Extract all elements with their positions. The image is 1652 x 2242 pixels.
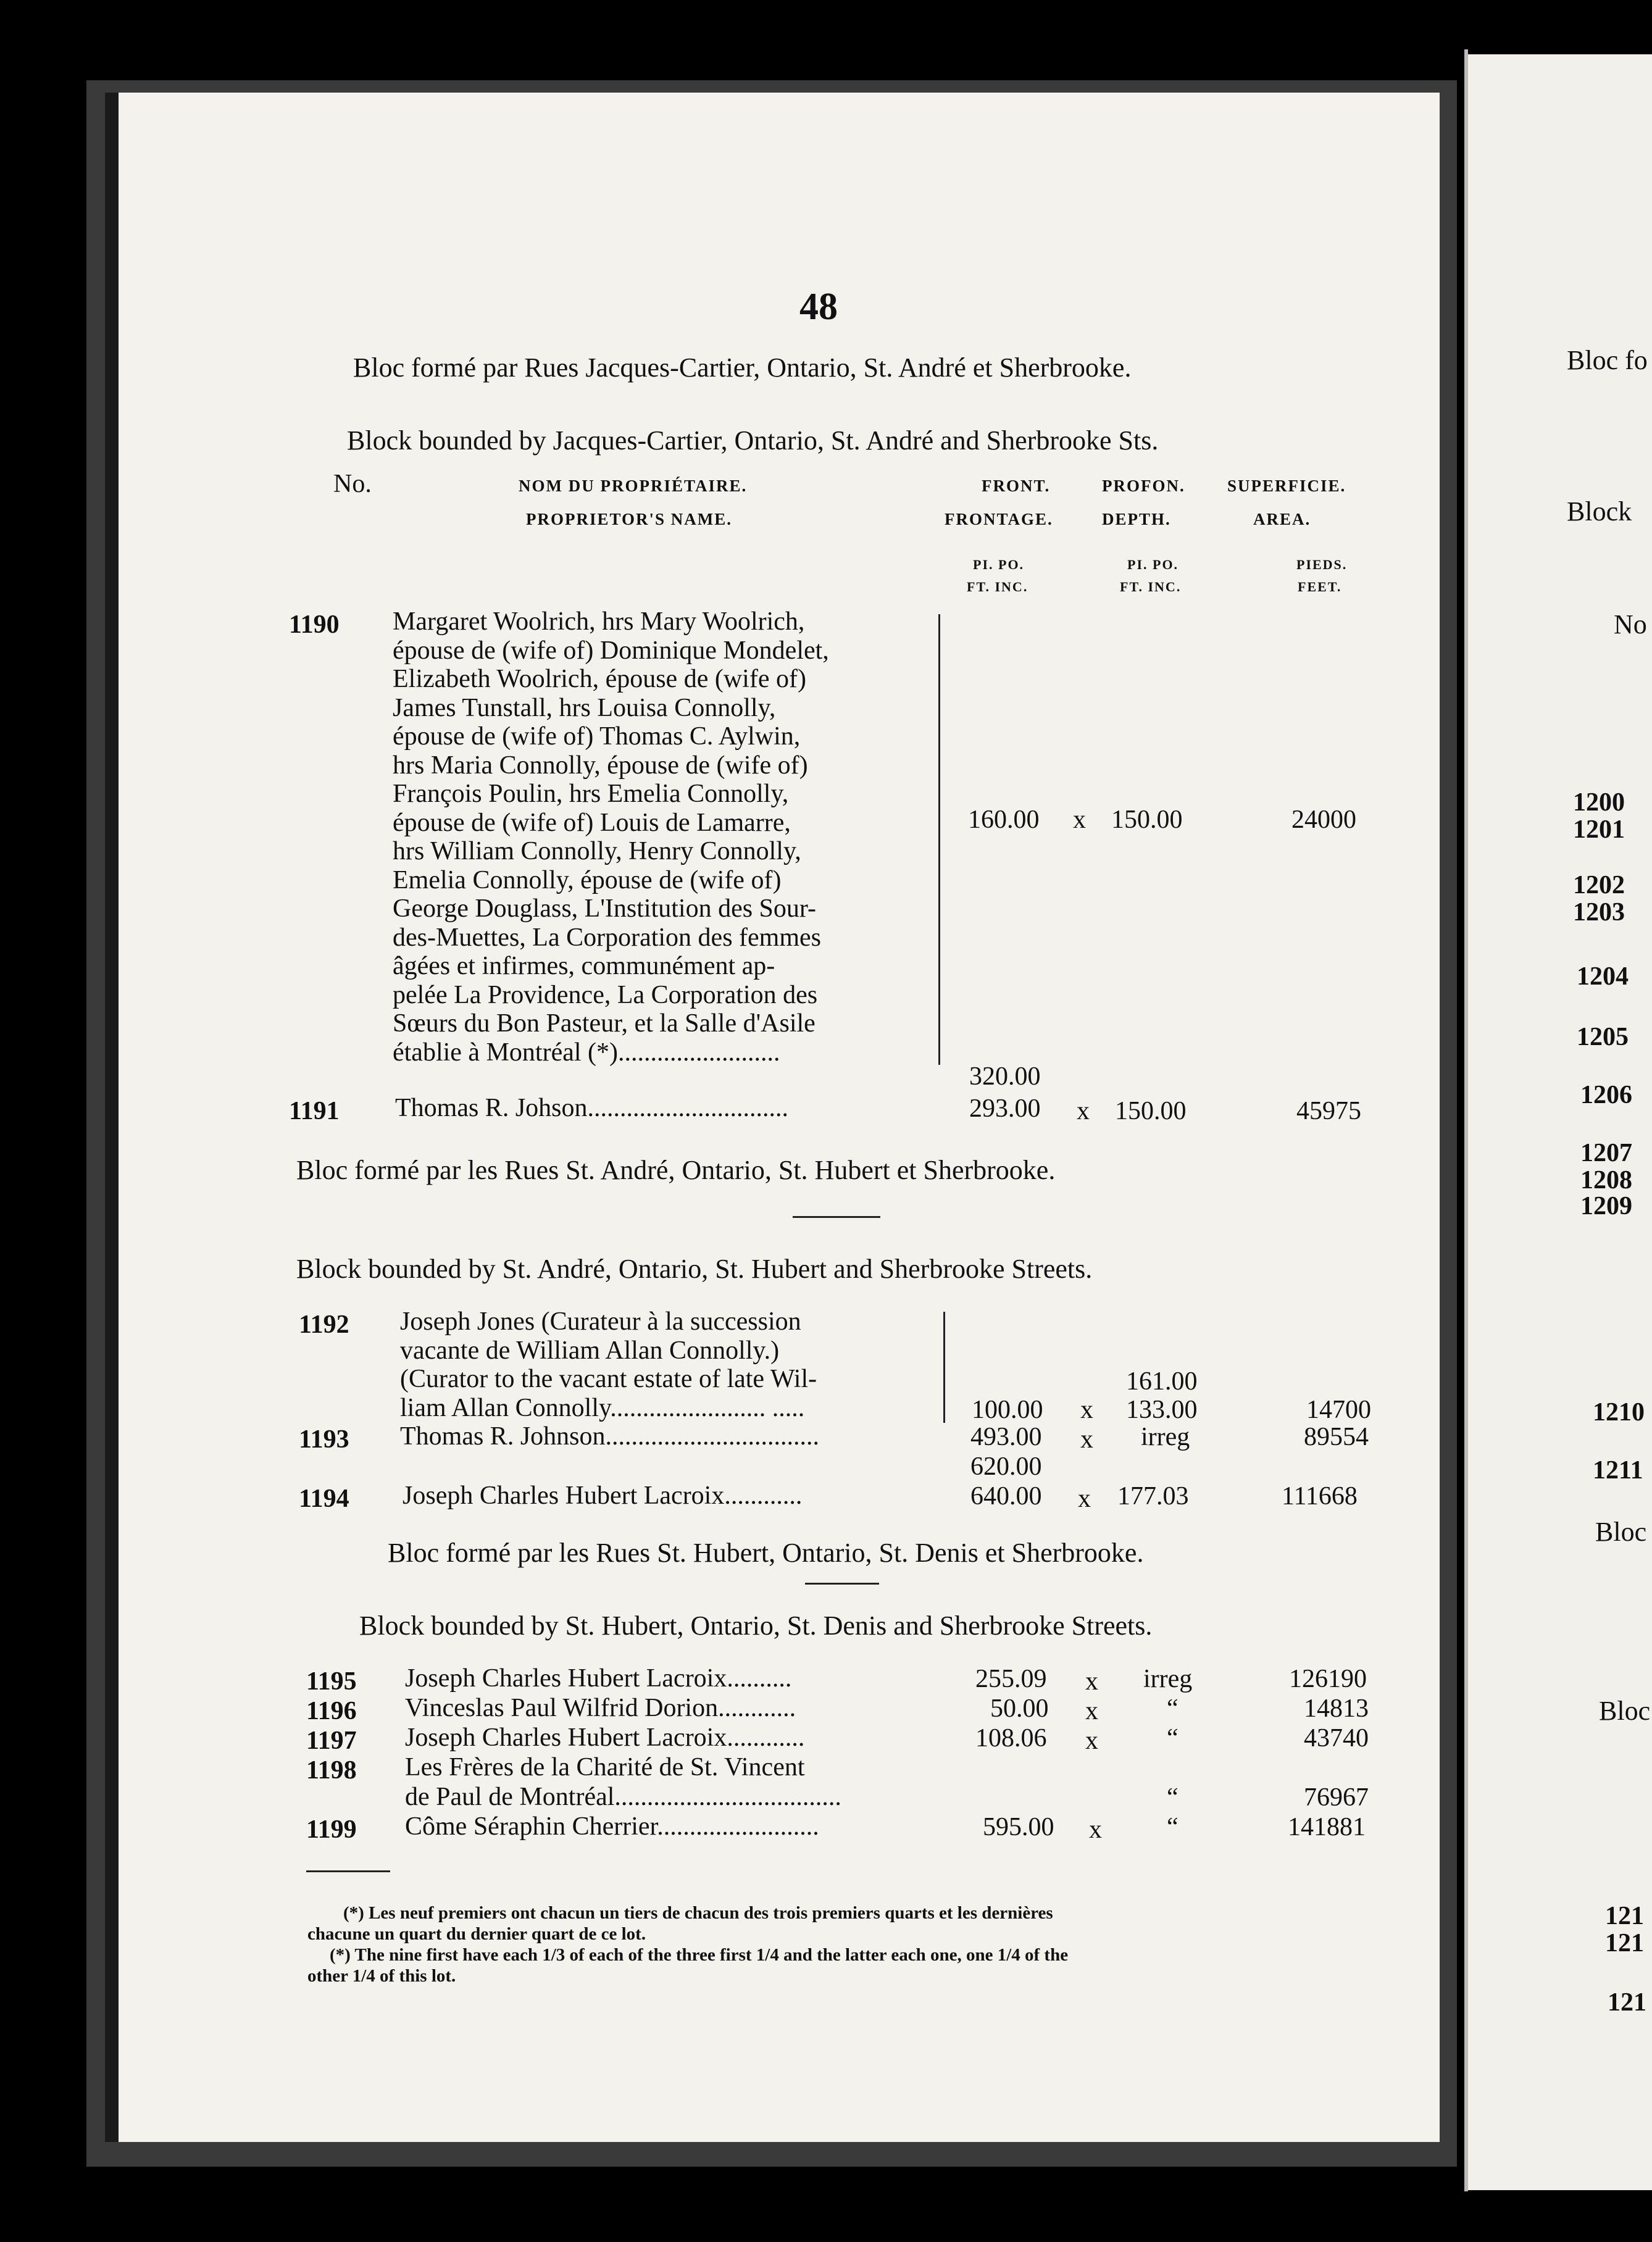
lot-number: 1206 bbox=[1580, 1081, 1632, 1109]
owner-line: liam Allan Connolly........................ ..... bbox=[400, 1393, 805, 1422]
owner-line: Sœurs du Bon Pasteur, et la Salle d'Asile bbox=[393, 1009, 816, 1038]
frontage-value: 640.00 bbox=[970, 1482, 1042, 1511]
owner-line: James Tunstall, hrs Louisa Connolly, bbox=[393, 693, 776, 722]
depth-value: 133.00 bbox=[1126, 1396, 1198, 1424]
block3-heading-en: Block bounded by St. Hubert, Ontario, St. Denis and Sherbrooke Streets. bbox=[359, 1611, 1153, 1641]
frontage-value: 100.00 bbox=[972, 1396, 1043, 1424]
ditto-mark: “ bbox=[1167, 1724, 1179, 1752]
area-value: 76967 bbox=[1304, 1783, 1369, 1812]
owner-line: Joseph Jones (Curateur à la succession bbox=[400, 1307, 801, 1336]
lot-1190-owners bbox=[393, 607, 829, 1067]
lot-number: 1192 bbox=[299, 1311, 349, 1339]
owner-name: Joseph Charles Hubert Lacroix............ bbox=[403, 1481, 803, 1510]
lot-number: 121 bbox=[1605, 1929, 1644, 1957]
times-sign: x bbox=[1085, 1667, 1098, 1696]
owner-line: Emelia Connolly, épouse de (wife of) bbox=[393, 865, 782, 894]
right-page-heading: Bloc bbox=[1595, 1517, 1647, 1547]
depth-value: 150.00 bbox=[1111, 806, 1183, 834]
frontage-value: 320.00 bbox=[969, 1062, 1041, 1091]
depth-value: 177.03 bbox=[1117, 1482, 1189, 1511]
area-value: 111668 bbox=[1282, 1482, 1358, 1511]
unit-depth-fr: PI. PO. bbox=[1127, 557, 1179, 572]
unit-depth-en: FT. INC. bbox=[1120, 579, 1182, 594]
col-area-fr: SUPERFICIE. bbox=[1227, 477, 1346, 495]
frontage-value: 493.00 bbox=[970, 1423, 1042, 1451]
lot-number: 1204 bbox=[1577, 962, 1629, 991]
owner-line: des-Muettes, La Corporation des femmes bbox=[393, 923, 821, 952]
col-name-en: PROPRIETOR'S NAME. bbox=[526, 510, 733, 528]
owner-line: épouse de (wife of) Louis de Lamarre, bbox=[393, 808, 791, 837]
depth-value: 161.00 bbox=[1126, 1367, 1198, 1396]
lot-number: 1201 bbox=[1573, 815, 1625, 844]
owner-line: épouse de (wife of) Thomas C. Aylwin, bbox=[393, 722, 801, 751]
frontage-value: 255.09 bbox=[975, 1665, 1047, 1693]
owner-name: Joseph Charles Hubert Lacroix............ bbox=[405, 1723, 805, 1752]
owner-name: de Paul de Montréal................................... bbox=[405, 1783, 841, 1811]
times-sign: x bbox=[1078, 1485, 1091, 1513]
lot-number: 1197 bbox=[306, 1727, 357, 1755]
times-sign: x bbox=[1089, 1815, 1102, 1844]
col-area-en: AREA. bbox=[1253, 510, 1311, 528]
lot-number: 1194 bbox=[299, 1485, 349, 1513]
owner-line: George Douglass, L'Institution des Sour- bbox=[393, 894, 817, 923]
times-sign: x bbox=[1077, 1097, 1090, 1125]
page-number: 48 bbox=[799, 286, 838, 328]
owner-line: vacante de William Allan Connolly.) bbox=[400, 1336, 780, 1365]
lot-number: 1190 bbox=[289, 611, 340, 639]
col-depth-fr: PROFON. bbox=[1102, 477, 1185, 495]
separator-rule bbox=[805, 1583, 879, 1585]
right-page-heading: Bloc bbox=[1599, 1696, 1651, 1726]
times-sign: x bbox=[1080, 1396, 1093, 1424]
ditto-mark: “ bbox=[1167, 1694, 1179, 1723]
owner-name: Les Frères de la Charité de St. Vincent bbox=[405, 1753, 805, 1782]
frontage-value: 595.00 bbox=[983, 1813, 1054, 1841]
adjacent-page bbox=[1468, 54, 1652, 2190]
grouping-brace bbox=[937, 1312, 945, 1423]
lot-number: 1191 bbox=[289, 1097, 340, 1125]
frontage-value: 160.00 bbox=[968, 806, 1040, 834]
col-depth-en: DEPTH. bbox=[1102, 510, 1171, 528]
right-page-no-label: No bbox=[1614, 609, 1647, 640]
block1-heading-fr: Bloc formé par Rues Jacques-Cartier, Ontario, St. André et Sherbrooke. bbox=[353, 352, 1132, 383]
col-no-label: No. bbox=[333, 470, 372, 498]
owner-name: Joseph Charles Hubert Lacroix.......... bbox=[405, 1664, 792, 1693]
owner-line: hrs Maria Connolly, épouse de (wife of) bbox=[393, 751, 808, 780]
right-page-heading: Bloc fo bbox=[1567, 345, 1648, 375]
col-name-fr: NOM DU PROPRIÉTAIRE. bbox=[519, 477, 748, 495]
lot-number: 1199 bbox=[306, 1815, 357, 1844]
col-front-fr: FRONT. bbox=[982, 477, 1051, 495]
owner-line: établie à Montréal (*)......................... bbox=[393, 1038, 780, 1067]
lot-number: 121 bbox=[1608, 1988, 1646, 2017]
lot-number: 1200 bbox=[1573, 788, 1625, 817]
lot-number: 1207 bbox=[1580, 1139, 1632, 1167]
block1-heading-en: Block bounded by Jacques-Cartier, Ontario, St. André and Sherbrooke Sts. bbox=[347, 425, 1159, 456]
owner-line: Elizabeth Woolrich, épouse de (wife of) bbox=[393, 665, 806, 693]
lot-number: 1196 bbox=[306, 1697, 357, 1725]
lot-number: 1211 bbox=[1593, 1456, 1643, 1485]
area-value: 141881 bbox=[1288, 1813, 1366, 1841]
lot-1192-owner bbox=[400, 1307, 817, 1422]
depth-value: irreg bbox=[1143, 1665, 1193, 1693]
frontage-value: 108.06 bbox=[975, 1724, 1047, 1752]
lot-number: 1193 bbox=[299, 1425, 349, 1454]
owner-name: Thomas R. Johnson................................. bbox=[400, 1422, 820, 1451]
grouping-brace bbox=[932, 614, 940, 1065]
footnote-fr-line2: chacune un quart du dernier quart de ce lot. bbox=[307, 1924, 646, 1944]
area-value: 89554 bbox=[1304, 1423, 1369, 1451]
footnote-fr-line1: (*) Les neuf premiers ont chacun un tiers de chacun des trois premiers quarts et les dernières bbox=[343, 1903, 1053, 1923]
owner-line: François Poulin, hrs Emelia Connolly, bbox=[393, 780, 789, 808]
depth-value: irreg bbox=[1141, 1423, 1190, 1451]
owner-name: Thomas R. Johson............................... bbox=[395, 1094, 789, 1122]
owner-line: pelée La Providence, La Corporation des bbox=[393, 980, 818, 1009]
right-page-heading: Block bbox=[1567, 496, 1632, 527]
lot-number: 1202 bbox=[1573, 871, 1625, 899]
lot-number: 121 bbox=[1605, 1902, 1644, 1930]
block3-heading-fr: Bloc formé par les Rues St. Hubert, Ontario, St. Denis et Sherbrooke. bbox=[388, 1538, 1144, 1568]
times-sign: x bbox=[1085, 1697, 1098, 1725]
frontage-value: 50.00 bbox=[990, 1694, 1049, 1723]
depth-value: 150.00 bbox=[1115, 1097, 1187, 1125]
area-value: 126190 bbox=[1289, 1665, 1367, 1693]
lot-number: 1210 bbox=[1593, 1398, 1645, 1427]
col-front-en: FRONTAGE. bbox=[945, 510, 1053, 528]
lot-number: 1205 bbox=[1577, 1023, 1629, 1051]
lot-number: 1198 bbox=[306, 1756, 357, 1785]
footnote-en-line2: other 1/4 of this lot. bbox=[307, 1966, 456, 1986]
lot-number: 1195 bbox=[306, 1667, 357, 1696]
times-sign: x bbox=[1080, 1425, 1093, 1454]
unit-area-fr: PIEDS. bbox=[1296, 557, 1348, 572]
block2-heading-en: Block bounded by St. André, Ontario, St. Hubert and Sherbrooke Streets. bbox=[296, 1254, 1093, 1284]
owner-line: (Curator to the vacant estate of late Wil- bbox=[400, 1365, 817, 1393]
ditto-mark: “ bbox=[1167, 1813, 1179, 1841]
block2-heading-fr: Bloc formé par les Rues St. André, Ontario, St. Hubert et Sherbrooke. bbox=[296, 1155, 1056, 1185]
times-sign: x bbox=[1073, 806, 1086, 834]
owner-name: Côme Séraphin Cherrier......................... bbox=[405, 1812, 819, 1841]
footnote-en-line1: (*) The nine first have each 1/3 of each of the three first 1/4 and the latter each one, one 1/4 of the bbox=[330, 1945, 1069, 1965]
lot-number: 1203 bbox=[1573, 898, 1625, 927]
area-value: 14700 bbox=[1306, 1396, 1371, 1424]
unit-front-en: FT. INC. bbox=[967, 579, 1028, 594]
ditto-mark: “ bbox=[1167, 1783, 1179, 1812]
area-value: 43740 bbox=[1304, 1724, 1369, 1752]
owner-line: hrs William Connolly, Henry Connolly, bbox=[393, 837, 801, 865]
times-sign: x bbox=[1085, 1727, 1098, 1755]
owner-line: épouse de (wife of) Dominique Mondelet, bbox=[393, 636, 829, 665]
unit-front-fr: PI. PO. bbox=[973, 557, 1025, 572]
frontage-value: 293.00 bbox=[969, 1094, 1041, 1123]
frontage-value: 620.00 bbox=[970, 1452, 1042, 1481]
lot-number: 1209 bbox=[1580, 1192, 1632, 1220]
owner-line: Margaret Woolrich, hrs Mary Woolrich, bbox=[393, 607, 805, 636]
footnote-rule bbox=[306, 1870, 390, 1872]
separator-rule bbox=[793, 1216, 880, 1218]
area-value: 14813 bbox=[1304, 1694, 1369, 1723]
owner-line: âgées et infirmes, communément ap- bbox=[393, 952, 775, 980]
area-value: 24000 bbox=[1291, 806, 1356, 834]
lot-number: 1208 bbox=[1580, 1166, 1632, 1194]
area-value: 45975 bbox=[1296, 1097, 1361, 1125]
owner-name: Vinceslas Paul Wilfrid Dorion............ bbox=[405, 1694, 796, 1722]
unit-area-en: FEET. bbox=[1298, 579, 1342, 594]
